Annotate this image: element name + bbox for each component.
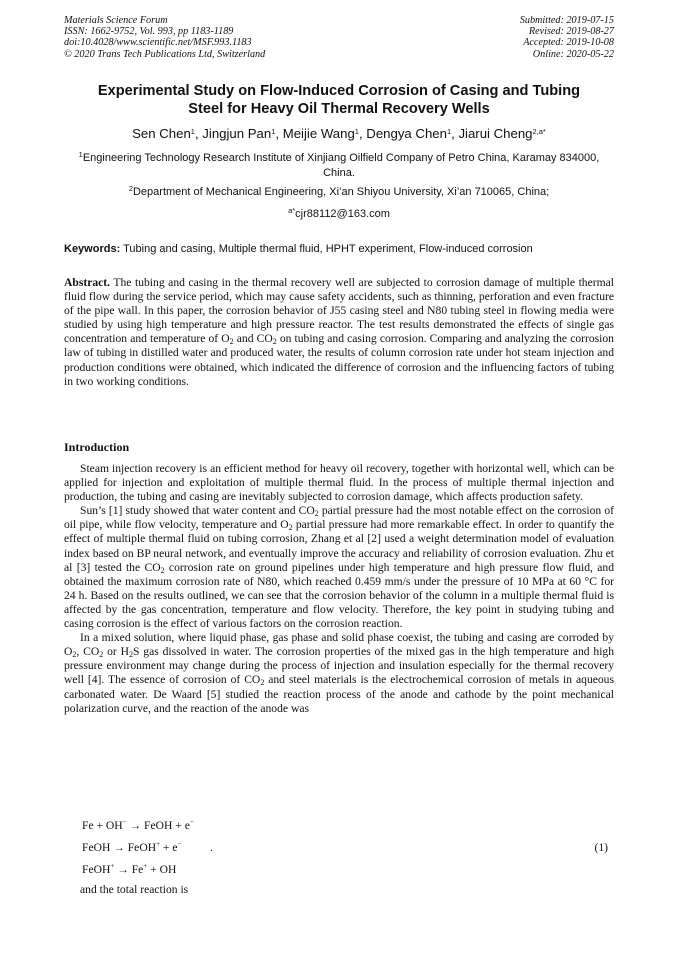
submitted-date: Submitted: 2019-07-15 — [519, 15, 614, 26]
paragraph: Sun’s [1] study showed that water content and $CO_2$ partial pressure had the most notable effect on the corrosion of oil pipe, while flow velocity, temperature and $O_2$ partial pressure had more remarkable effect. In order to quantify the effect of multiple thermal fluid on tubing corrosion, Zhang et al [2] used a weight determination model of evaluation index based on BP neural network, and eventually improve the accuracy and reliability of corrosion evaluation. Zhu et al [3] tested the $CO_2$ corrosion rate on ground pipelines under high temperature and high pressure flow fluid, and obtained the maximum corrosion rate of N80, which reached 0.459 mm/s under the pressure of 10 MPa at 60 °C for 24 h. Based on the results outlined, we can see that the corrosion behavior of the column in a multiple thermal fluid is affected by the gas concentration, temperature and flow velocity. Therefore, the key point in studying tubing and casing corrosion is the effect of various factors on the corrosion reaction. — [64, 504, 614, 631]
journal-name: Materials Science Forum — [64, 15, 168, 26]
equation-number: (1) — [594, 841, 608, 854]
copyright: © 2020 Trans Tech Publications Ltd, Switzerland — [64, 48, 266, 60]
author: Sen Chen$^1$, — [132, 126, 203, 141]
affiliation-1: $^1$Engineering Technology Research Institute of Xinjiang Oilfield Company of Petro China, Karamay 834000, China. — [78, 150, 600, 179]
journal-info — [64, 15, 265, 60]
equation-period: . — [210, 841, 213, 854]
equation-block — [82, 815, 194, 881]
abstract: Abstract. The tubing and casing in the thermal recovery well are subjected to corrosion damage of multiple thermal fluid flow during the service period, which may cause safety accidents, such as thinning, perforation and even fracture of the pipe wall. In this paper, the corrosion behavior of J55 casing steel and N80 tubing steel in flowing media were studied by using high temperature and high pressure reactor. The test results demonstrated the effects of single gas concentration and temperature of $O_2$ and $CO_2$ on tubing and casing corrosion. Comparing and analyzing the corrosion law of tubing in distilled water and produced water, the results of column corrosion rate under hot steam injection and production conditions were obtained, which indicated the difference of corrosion and the influencing factors of tubing in two working conditions. — [64, 276, 614, 388]
introduction-heading: Introduction — [64, 440, 130, 454]
title-line-1: Experimental Study on Flow-Induced Corrosion of Casing and Tubing — [97, 83, 581, 99]
author: Dengya Chen$^1$, — [366, 126, 459, 141]
equation-line-2: FeOH → FeOH+ + e− — [82, 840, 182, 854]
revised-date: Revised: 2019-08-27 — [528, 26, 614, 38]
author: Meijie Wang$^1$, — [282, 126, 367, 141]
keywords-label: Keywords: — [64, 243, 121, 255]
paragraph: In a mixed solution, where liquid phase, gas phase and solid phase coexist, the tubing and casing are corroded by $O_2$, $CO_2$ or $H_2S$ gas dissolved in water. The corrosion properties of the mixed gas in the high temperature and high pressure environment may change during the process of injection and insulation especially for the thermal recovery well [4]. The essence of corrosion of $CO_2$ and steel materials is the electrochemical corrosion of metals in aqueous carbonated water. De Waard [5] studied the reaction process of the anode and cathode by the point mechanical polarization curve, and the reaction of the anode was — [64, 631, 615, 715]
title-line-2: Steel for Heavy Oil Thermal Recovery Wells — [188, 101, 490, 117]
paper-title — [64, 82, 614, 118]
corresponding-email: $^{a*}$cjr88112@163.com — [288, 206, 390, 220]
introduction-body — [64, 462, 614, 716]
author: Jingjun Pan$^1$, — [202, 126, 283, 141]
keywords-text: Tubing and casing, Multiple thermal fluid, HPHT experiment, Flow-induced corrosion — [123, 243, 533, 255]
keywords — [64, 242, 614, 256]
paragraph: Steam injection recovery is an efficient method for heavy oil recovery, together with horizontal well, which can be applied for injection and exploitation of multiple thermal fluid. In the process of multiple thermal injection and production, the tubing and casing are inevitably subjected to corrosion damage, which affects production safety. — [64, 462, 614, 504]
doi: doi:10.4028/www.scientific.net/MSF.993.1183 — [64, 37, 252, 49]
affiliation-2: $^2$Department of Mechanical Engineering, Xi’an Shiyou University, Xi’an 710065, China; — [128, 184, 550, 198]
online-date: Online: 2020-05-22 — [532, 48, 614, 60]
author-list — [64, 126, 614, 142]
equation-line-3: FeOH+ → Fe+ + OH — [82, 862, 177, 876]
publication-dates — [520, 15, 614, 60]
issn: ISSN: 1662-9752, Vol. 993, pp 1183-1189 — [64, 26, 234, 38]
author: Jiarui Cheng$^{2,a*}$ — [458, 126, 546, 141]
accepted-date: Accepted: 2019-10-08 — [523, 37, 614, 49]
total-reaction-text: and the total reaction is — [80, 883, 189, 896]
equation-line-1: Fe + OH− → FeOH + e− — [82, 818, 194, 832]
abstract-label: Abstract. — [64, 276, 111, 289]
